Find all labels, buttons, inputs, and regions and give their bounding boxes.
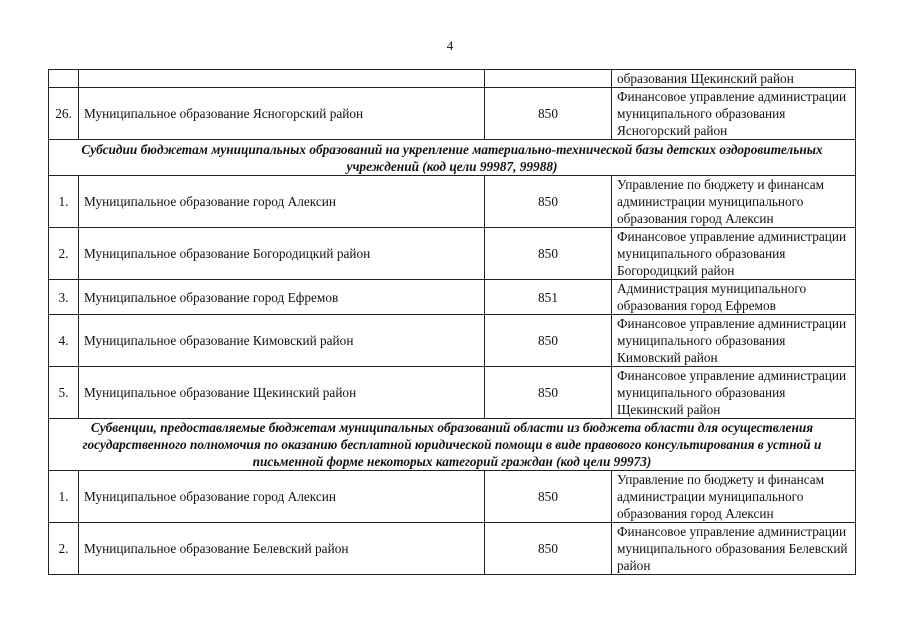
recipients-table	[48, 69, 856, 575]
row-number: 2.	[49, 228, 79, 280]
section-title: Субвенции, предоставляемые бюджетам муниципальных образований области из бюджета области для осуществления государственного полномочия по оказанию бесплатной юридической помощи в виде правового консультирования в устной и письменной форме некоторых категорий граждан (код цели 99973)	[49, 419, 856, 471]
table-row	[49, 228, 856, 280]
municipality-name: Муниципальное образование Ясногорский район	[79, 88, 485, 140]
administrator-name: Финансовое управление администрации муниципального образования Ясногорский район	[612, 88, 856, 140]
table-row	[49, 367, 856, 419]
administrator-name: Администрация муниципального образования город Ефремов	[612, 280, 856, 315]
municipality-name: Муниципальное образование Белевский район	[79, 523, 485, 575]
table-row	[49, 315, 856, 367]
section-header-row	[49, 419, 856, 471]
administrator-name: образования Щекинский район	[612, 70, 856, 88]
row-number: 2.	[49, 523, 79, 575]
municipality-name: Муниципальное образование Богородицкий район	[79, 228, 485, 280]
table-row	[49, 176, 856, 228]
row-number: 1.	[49, 176, 79, 228]
table-row	[49, 523, 856, 575]
table-row	[49, 471, 856, 523]
administrator-name: Финансовое управление администрации муниципального образования Богородицкий район	[612, 228, 856, 280]
section-header-row	[49, 140, 856, 176]
table-row	[49, 280, 856, 315]
row-number: 3.	[49, 280, 79, 315]
admin-code: 850	[485, 176, 612, 228]
admin-code: 850	[485, 471, 612, 523]
municipality-name: Муниципальное образование Щекинский район	[79, 367, 485, 419]
administrator-name: Финансовое управление администрации муниципального образования Щекинский район	[612, 367, 856, 419]
row-number: 26.	[49, 88, 79, 140]
admin-code: 850	[485, 315, 612, 367]
page-number: 4	[446, 38, 454, 53]
admin-code: 850	[485, 228, 612, 280]
admin-code: 850	[485, 367, 612, 419]
municipality-name	[79, 70, 485, 88]
municipality-name: Муниципальное образование город Ефремов	[79, 280, 485, 315]
table-row	[49, 88, 856, 140]
row-number: 5.	[49, 367, 79, 419]
admin-code: 850	[485, 523, 612, 575]
admin-code	[485, 70, 612, 88]
municipality-name: Муниципальное образование город Алексин	[79, 176, 485, 228]
table-row	[49, 70, 856, 88]
administrator-name: Финансовое управление администрации муниципального образования Белевский район	[612, 523, 856, 575]
admin-code: 851	[485, 280, 612, 315]
admin-code: 850	[485, 88, 612, 140]
administrator-name: Финансовое управление администрации муниципального образования Кимовский район	[612, 315, 856, 367]
administrator-name: Управление по бюджету и финансам администрации муниципального образования город Алексин	[612, 471, 856, 523]
row-number	[49, 70, 79, 88]
row-number: 4.	[49, 315, 79, 367]
row-number: 1.	[49, 471, 79, 523]
administrator-name: Управление по бюджету и финансам администрации муниципального образования город Алексин	[612, 176, 856, 228]
municipality-name: Муниципальное образование Кимовский район	[79, 315, 485, 367]
section-title: Субсидии бюджетам муниципальных образований на укрепление материально-технической базы детских оздоровительных учреждений (код цели 99987, 99988)	[49, 140, 856, 176]
municipality-name: Муниципальное образование город Алексин	[79, 471, 485, 523]
